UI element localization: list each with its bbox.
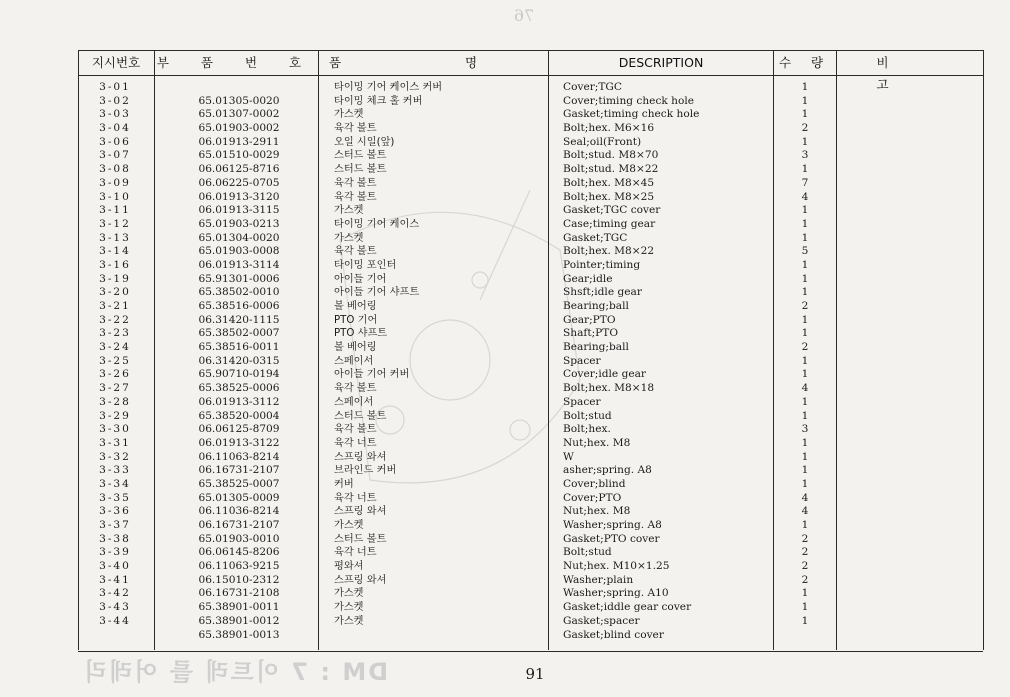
table-row — [0, 149, 1010, 163]
row-description: Pointer;timing — [563, 258, 641, 271]
table-row — [0, 259, 1010, 273]
table-row — [0, 601, 1010, 615]
row-part-number: 06.01913-3120 — [198, 190, 280, 203]
row-index: 3-01 — [99, 81, 131, 93]
table-row — [0, 81, 1010, 95]
row-index: 3-44 — [99, 614, 131, 627]
row-part-name: 아이들 기어 — [334, 273, 387, 285]
row-quantity: 2 — [801, 300, 809, 312]
row-index: 3-22 — [99, 313, 131, 326]
row-part-number: 06.15010-2312 — [198, 573, 280, 586]
row-description: Gasket;spacer — [563, 614, 640, 627]
row-quantity: 5 — [801, 245, 809, 258]
row-quantity: 3 — [801, 423, 809, 436]
row-part-number: 06.11063-8214 — [198, 450, 280, 463]
parts-table-body — [0, 81, 1010, 642]
row-index: 3-35 — [99, 491, 131, 504]
row-index: 3-13 — [99, 231, 131, 244]
row-quantity: 1 — [801, 272, 809, 285]
row-quantity: 4 — [801, 382, 809, 395]
row-description: Spacer — [563, 395, 601, 408]
row-part-number: 65.38525-0006 — [198, 382, 280, 395]
table-row — [0, 451, 1010, 465]
row-part-number: 06.06125-8709 — [198, 423, 280, 436]
row-part-name: 육각 볼트 — [334, 383, 377, 395]
row-part-number: 06.31420-0315 — [198, 354, 280, 367]
table-row — [0, 368, 1010, 382]
row-part-number: 65.01903-0008 — [198, 245, 280, 258]
row-description: Bearing;ball — [563, 341, 629, 354]
table-row — [0, 615, 1010, 629]
row-part-number: 06.01913-3122 — [198, 436, 280, 449]
header-remark: 비 고 — [876, 55, 944, 92]
table-row — [0, 492, 1010, 506]
row-part-name: 육각 볼트 — [334, 424, 377, 436]
row-part-name: 볼 베어링 — [334, 342, 377, 354]
row-index: 3-41 — [99, 573, 131, 586]
row-part-name: 스터드 볼트 — [334, 533, 387, 545]
row-part-number: 65.01305-0009 — [198, 491, 280, 504]
row-quantity: 1 — [801, 94, 809, 107]
row-part-number: 65.01903-0010 — [198, 532, 280, 545]
row-index: 3-23 — [99, 327, 131, 340]
row-part-name: 육각 너트 — [334, 547, 377, 559]
row-part-number: 65.01307-0002 — [198, 108, 280, 121]
row-part-number: 65.38901-0013 — [198, 628, 280, 641]
row-quantity: 2 — [801, 122, 809, 135]
row-part-name: 타이밍 포인터 — [334, 259, 397, 271]
bleed-through-page-number: 76 — [514, 6, 535, 25]
row-description: Case;timing gear — [563, 217, 656, 230]
row-part-name: PTO 기어 — [334, 314, 378, 326]
row-index: 3-34 — [99, 477, 131, 490]
table-row — [0, 396, 1010, 410]
row-quantity: 1 — [801, 258, 809, 271]
table-row — [0, 574, 1010, 588]
row-index: 3-09 — [99, 176, 131, 189]
table-row — [0, 341, 1010, 355]
row-quantity: 1 — [801, 313, 809, 326]
row-part-name: 가스켓 — [334, 205, 364, 217]
row-description: Bearing;ball — [563, 300, 629, 312]
row-part-name: 오일 시일(앞) — [334, 136, 395, 148]
table-row — [0, 437, 1010, 451]
row-quantity: 2 — [801, 560, 809, 573]
row-part-name: 스터드 볼트 — [334, 150, 387, 162]
row-description: Bolt;hex. M8×25 — [563, 190, 655, 203]
row-description: Gear;idle — [563, 272, 613, 285]
row-quantity: 2 — [801, 341, 809, 354]
row-quantity: 2 — [801, 532, 809, 545]
row-description: Bolt;hex. M8×18 — [563, 382, 655, 395]
row-index: 3-03 — [99, 108, 131, 121]
row-part-name: 볼 베어링 — [334, 301, 377, 312]
row-part-name: 스터드 볼트 — [334, 410, 387, 422]
table-row — [0, 533, 1010, 547]
row-quantity: 1 — [801, 231, 809, 244]
row-description: Bolt;hex. M8×22 — [563, 245, 655, 258]
row-quantity: 1 — [801, 519, 809, 531]
row-quantity: 1 — [801, 217, 809, 230]
header-description: DESCRIPTION — [618, 55, 704, 70]
row-description: Washer;plain — [563, 573, 634, 586]
row-part-name: 가스켓 — [334, 615, 364, 627]
row-quantity: 1 — [801, 601, 809, 614]
table-row — [0, 177, 1010, 191]
row-index: 3-16 — [99, 258, 131, 271]
row-part-name: 육각 너트 — [334, 492, 377, 504]
row-part-name: 평와셔 — [334, 561, 364, 573]
row-part-name: 타이밍 기어 케이스 — [334, 218, 420, 230]
table-row — [0, 218, 1010, 232]
row-index: 3-12 — [99, 217, 131, 230]
table-row — [0, 95, 1010, 109]
row-part-name: 스프링 와셔 — [334, 574, 387, 586]
row-index: 3-20 — [99, 286, 131, 299]
row-part-number: 06.11063-9215 — [198, 560, 280, 573]
row-part-number: 06.16731-2107 — [198, 519, 280, 531]
row-quantity: 1 — [801, 163, 809, 176]
row-description: Gasket;PTO cover — [563, 532, 660, 545]
row-part-name: 스프링 와셔 — [334, 451, 387, 463]
row-part-number: 65.01510-0029 — [198, 149, 280, 162]
row-quantity: 1 — [801, 587, 809, 600]
header-bottom-border — [78, 75, 983, 76]
row-description: Gasket;TGC — [563, 231, 628, 244]
row-description: Bolt;stud. M8×22 — [563, 163, 659, 176]
row-index: 3-19 — [99, 272, 131, 285]
row-part-name: 스프링 와셔 — [334, 506, 387, 518]
row-description: Spacer — [563, 354, 601, 367]
row-quantity: 1 — [801, 614, 809, 627]
row-quantity: 1 — [801, 108, 809, 121]
row-quantity: 3 — [801, 149, 809, 162]
row-part-name: 육각 볼트 — [334, 177, 377, 189]
table-row — [0, 300, 1010, 314]
row-part-number: 65.38525-0007 — [198, 477, 280, 490]
table-row — [0, 464, 1010, 478]
row-part-number: 65.38516-0006 — [198, 300, 280, 312]
table-row — [0, 410, 1010, 424]
row-quantity: 1 — [801, 327, 809, 340]
row-description: Shaft;PTO — [563, 327, 619, 340]
row-description: Cover;PTO — [563, 491, 622, 504]
row-description: W — [563, 450, 574, 463]
row-description: asher;spring. A8 — [563, 464, 652, 477]
row-part-name: 타이밍 기어 케이스 커버 — [334, 82, 443, 93]
row-description: Cover;timing check hole — [563, 94, 695, 107]
row-quantity: 1 — [801, 436, 809, 449]
row-quantity: 2 — [801, 546, 809, 559]
bleed-through-footer: DM : 7 이트레 를 어레리 — [82, 658, 389, 686]
table-row — [0, 232, 1010, 246]
table-row — [0, 122, 1010, 136]
row-part-number: 06.16731-2108 — [198, 587, 280, 600]
row-quantity: 1 — [801, 81, 809, 93]
row-part-name: 스페이서 — [334, 355, 374, 367]
table-row — [0, 505, 1010, 519]
row-index: 3-24 — [99, 341, 131, 354]
row-part-number: 06.06125-8716 — [198, 163, 280, 176]
row-index: 3-39 — [99, 546, 131, 559]
row-description: Gasket;timing check hole — [563, 108, 700, 121]
row-index: 3-38 — [99, 532, 131, 545]
row-part-number: 65.91301-0006 — [198, 272, 280, 285]
row-index: 3-06 — [99, 135, 131, 148]
row-index: 3-26 — [99, 368, 131, 381]
table-row — [0, 382, 1010, 396]
row-part-number: 06.31420-1115 — [198, 313, 280, 326]
row-description: Cover;idle gear — [563, 368, 646, 381]
row-description: Cover;blind — [563, 477, 626, 490]
row-part-number: 06.06145-8206 — [198, 546, 280, 559]
row-quantity: 1 — [801, 477, 809, 490]
table-row — [0, 314, 1010, 328]
table-row — [0, 423, 1010, 437]
row-part-number: 65.38520-0004 — [198, 409, 280, 422]
header-index: 지시번호 — [91, 55, 141, 70]
row-part-name: 가스켓 — [334, 588, 364, 600]
row-index: 3-02 — [99, 94, 131, 107]
table-row — [0, 204, 1010, 218]
row-quantity: 1 — [801, 354, 809, 367]
row-quantity: 1 — [801, 135, 809, 148]
row-part-name: 육각 너트 — [334, 437, 377, 449]
row-index: 3-33 — [99, 464, 131, 477]
row-description: Nut;hex. M8 — [563, 505, 631, 518]
table-row — [0, 327, 1010, 341]
row-description: Washer;spring. A10 — [563, 587, 669, 600]
row-description: Gasket;TGC cover — [563, 204, 661, 217]
row-description: Seal;oil(Front) — [563, 135, 642, 148]
row-index: 3-29 — [99, 409, 131, 422]
row-part-name: 육각 볼트 — [334, 123, 377, 135]
row-index: 3-42 — [99, 587, 131, 600]
row-quantity: 2 — [801, 573, 809, 586]
row-index: 3-43 — [99, 601, 131, 614]
row-quantity: 1 — [801, 450, 809, 463]
row-part-name: 아이들 기어 커버 — [334, 369, 410, 381]
row-index: 3-37 — [99, 519, 131, 531]
table-row — [0, 273, 1010, 287]
row-part-name: 육각 볼트 — [334, 191, 377, 203]
row-description: Shsft;idle gear — [563, 286, 642, 299]
row-part-name: 스페이서 — [334, 396, 374, 408]
row-part-number: 06.01913-3114 — [198, 258, 280, 271]
table-row — [0, 136, 1010, 150]
table-top-border — [78, 50, 983, 51]
row-part-number: 06.06225-0705 — [198, 176, 280, 189]
row-quantity: 4 — [801, 505, 809, 518]
table-row — [0, 587, 1010, 601]
row-index: 3-07 — [99, 149, 131, 162]
table-row — [0, 629, 1010, 643]
row-quantity: 1 — [801, 395, 809, 408]
row-index: 3-11 — [99, 204, 131, 217]
row-part-name: 가스켓 — [334, 232, 364, 244]
table-row — [0, 519, 1010, 533]
table-row — [0, 478, 1010, 492]
row-index: 3-04 — [99, 122, 131, 135]
row-part-number: 65.38502-0007 — [198, 327, 280, 340]
row-part-name: 커버 — [334, 478, 354, 490]
row-description: Bolt;hex. — [563, 423, 611, 436]
row-description: Washer;spring. A8 — [563, 519, 662, 531]
row-quantity: 4 — [801, 190, 809, 203]
row-quantity: 1 — [801, 368, 809, 381]
row-part-number: 06.11036-8214 — [198, 505, 280, 518]
row-quantity: 7 — [801, 176, 809, 189]
header-part-number: 부 품 번 호 — [156, 55, 316, 70]
row-quantity: 1 — [801, 409, 809, 422]
row-description: Bolt;stud — [563, 546, 612, 559]
row-description: Bolt;stud — [563, 409, 612, 422]
table-row — [0, 191, 1010, 205]
row-description: Gasket;iddle gear cover — [563, 601, 692, 614]
table-row — [0, 286, 1010, 300]
row-index: 3-10 — [99, 190, 131, 203]
row-index: 3-21 — [99, 300, 131, 312]
table-row — [0, 163, 1010, 177]
row-index: 3-28 — [99, 395, 131, 408]
row-part-number: 65.38901-0012 — [198, 614, 280, 627]
row-index: 3-36 — [99, 505, 131, 518]
page-number: 91 — [525, 665, 545, 683]
row-part-number: 65.01903-0002 — [198, 122, 280, 135]
row-part-name: PTO 샤프트 — [334, 328, 388, 340]
row-description: Bolt;hex. M8×45 — [563, 176, 655, 189]
row-description: Nut;hex. M10×1.25 — [563, 560, 670, 573]
row-part-number: 06.01913-3112 — [198, 395, 280, 408]
row-description: Bolt;hex. M6×16 — [563, 122, 655, 135]
row-part-number: 06.01913-3115 — [198, 204, 280, 217]
row-quantity: 1 — [801, 204, 809, 217]
row-index: 3-32 — [99, 450, 131, 463]
row-quantity: 4 — [801, 491, 809, 504]
row-part-name: 브라인드 커버 — [334, 465, 397, 477]
row-part-number: 65.01305-0020 — [198, 94, 280, 107]
row-part-name: 육각 볼트 — [334, 246, 377, 258]
header-quantity: 수 량 — [778, 55, 832, 70]
row-description: Cover;TGC — [563, 81, 623, 93]
row-part-number: 65.01903-0213 — [198, 217, 280, 230]
row-part-name: 타이밍 체크 홀 커버 — [334, 95, 423, 107]
row-index: 3-14 — [99, 245, 131, 258]
table-row — [0, 245, 1010, 259]
row-description: Gasket;blind cover — [563, 628, 664, 641]
table-row — [0, 546, 1010, 560]
row-part-number: 06.16731-2107 — [198, 464, 280, 477]
table-row — [0, 560, 1010, 574]
row-part-name: 가스켓 — [334, 109, 364, 121]
row-index: 3-25 — [99, 354, 131, 367]
row-part-number: 65.38516-0011 — [198, 341, 280, 354]
header-part-name: 품 명 — [328, 55, 538, 70]
row-part-name: 가스켓 — [334, 520, 364, 531]
row-part-number: 65.01304-0020 — [198, 231, 280, 244]
row-quantity: 1 — [801, 286, 809, 299]
row-part-name: 아이들 기어 샤프트 — [334, 287, 420, 299]
table-row — [0, 108, 1010, 122]
row-part-number: 65.38502-0010 — [198, 286, 280, 299]
table-row — [0, 355, 1010, 369]
row-index: 3-27 — [99, 382, 131, 395]
row-part-number: 65.90710-0194 — [198, 368, 280, 381]
row-part-name: 스터드 볼트 — [334, 164, 387, 176]
row-part-number: 65.38901-0011 — [198, 601, 280, 614]
row-index: 3-40 — [99, 560, 131, 573]
row-description: Gear;PTO — [563, 313, 616, 326]
row-index: 3-30 — [99, 423, 131, 436]
row-description: Bolt;stud. M8×70 — [563, 149, 659, 162]
row-part-name: 가스켓 — [334, 602, 364, 614]
row-description: Nut;hex. M8 — [563, 436, 631, 449]
row-part-number: 06.01913-2911 — [198, 135, 280, 148]
row-quantity: 1 — [801, 464, 809, 477]
row-index: 3-31 — [99, 436, 131, 449]
row-index: 3-08 — [99, 163, 131, 176]
